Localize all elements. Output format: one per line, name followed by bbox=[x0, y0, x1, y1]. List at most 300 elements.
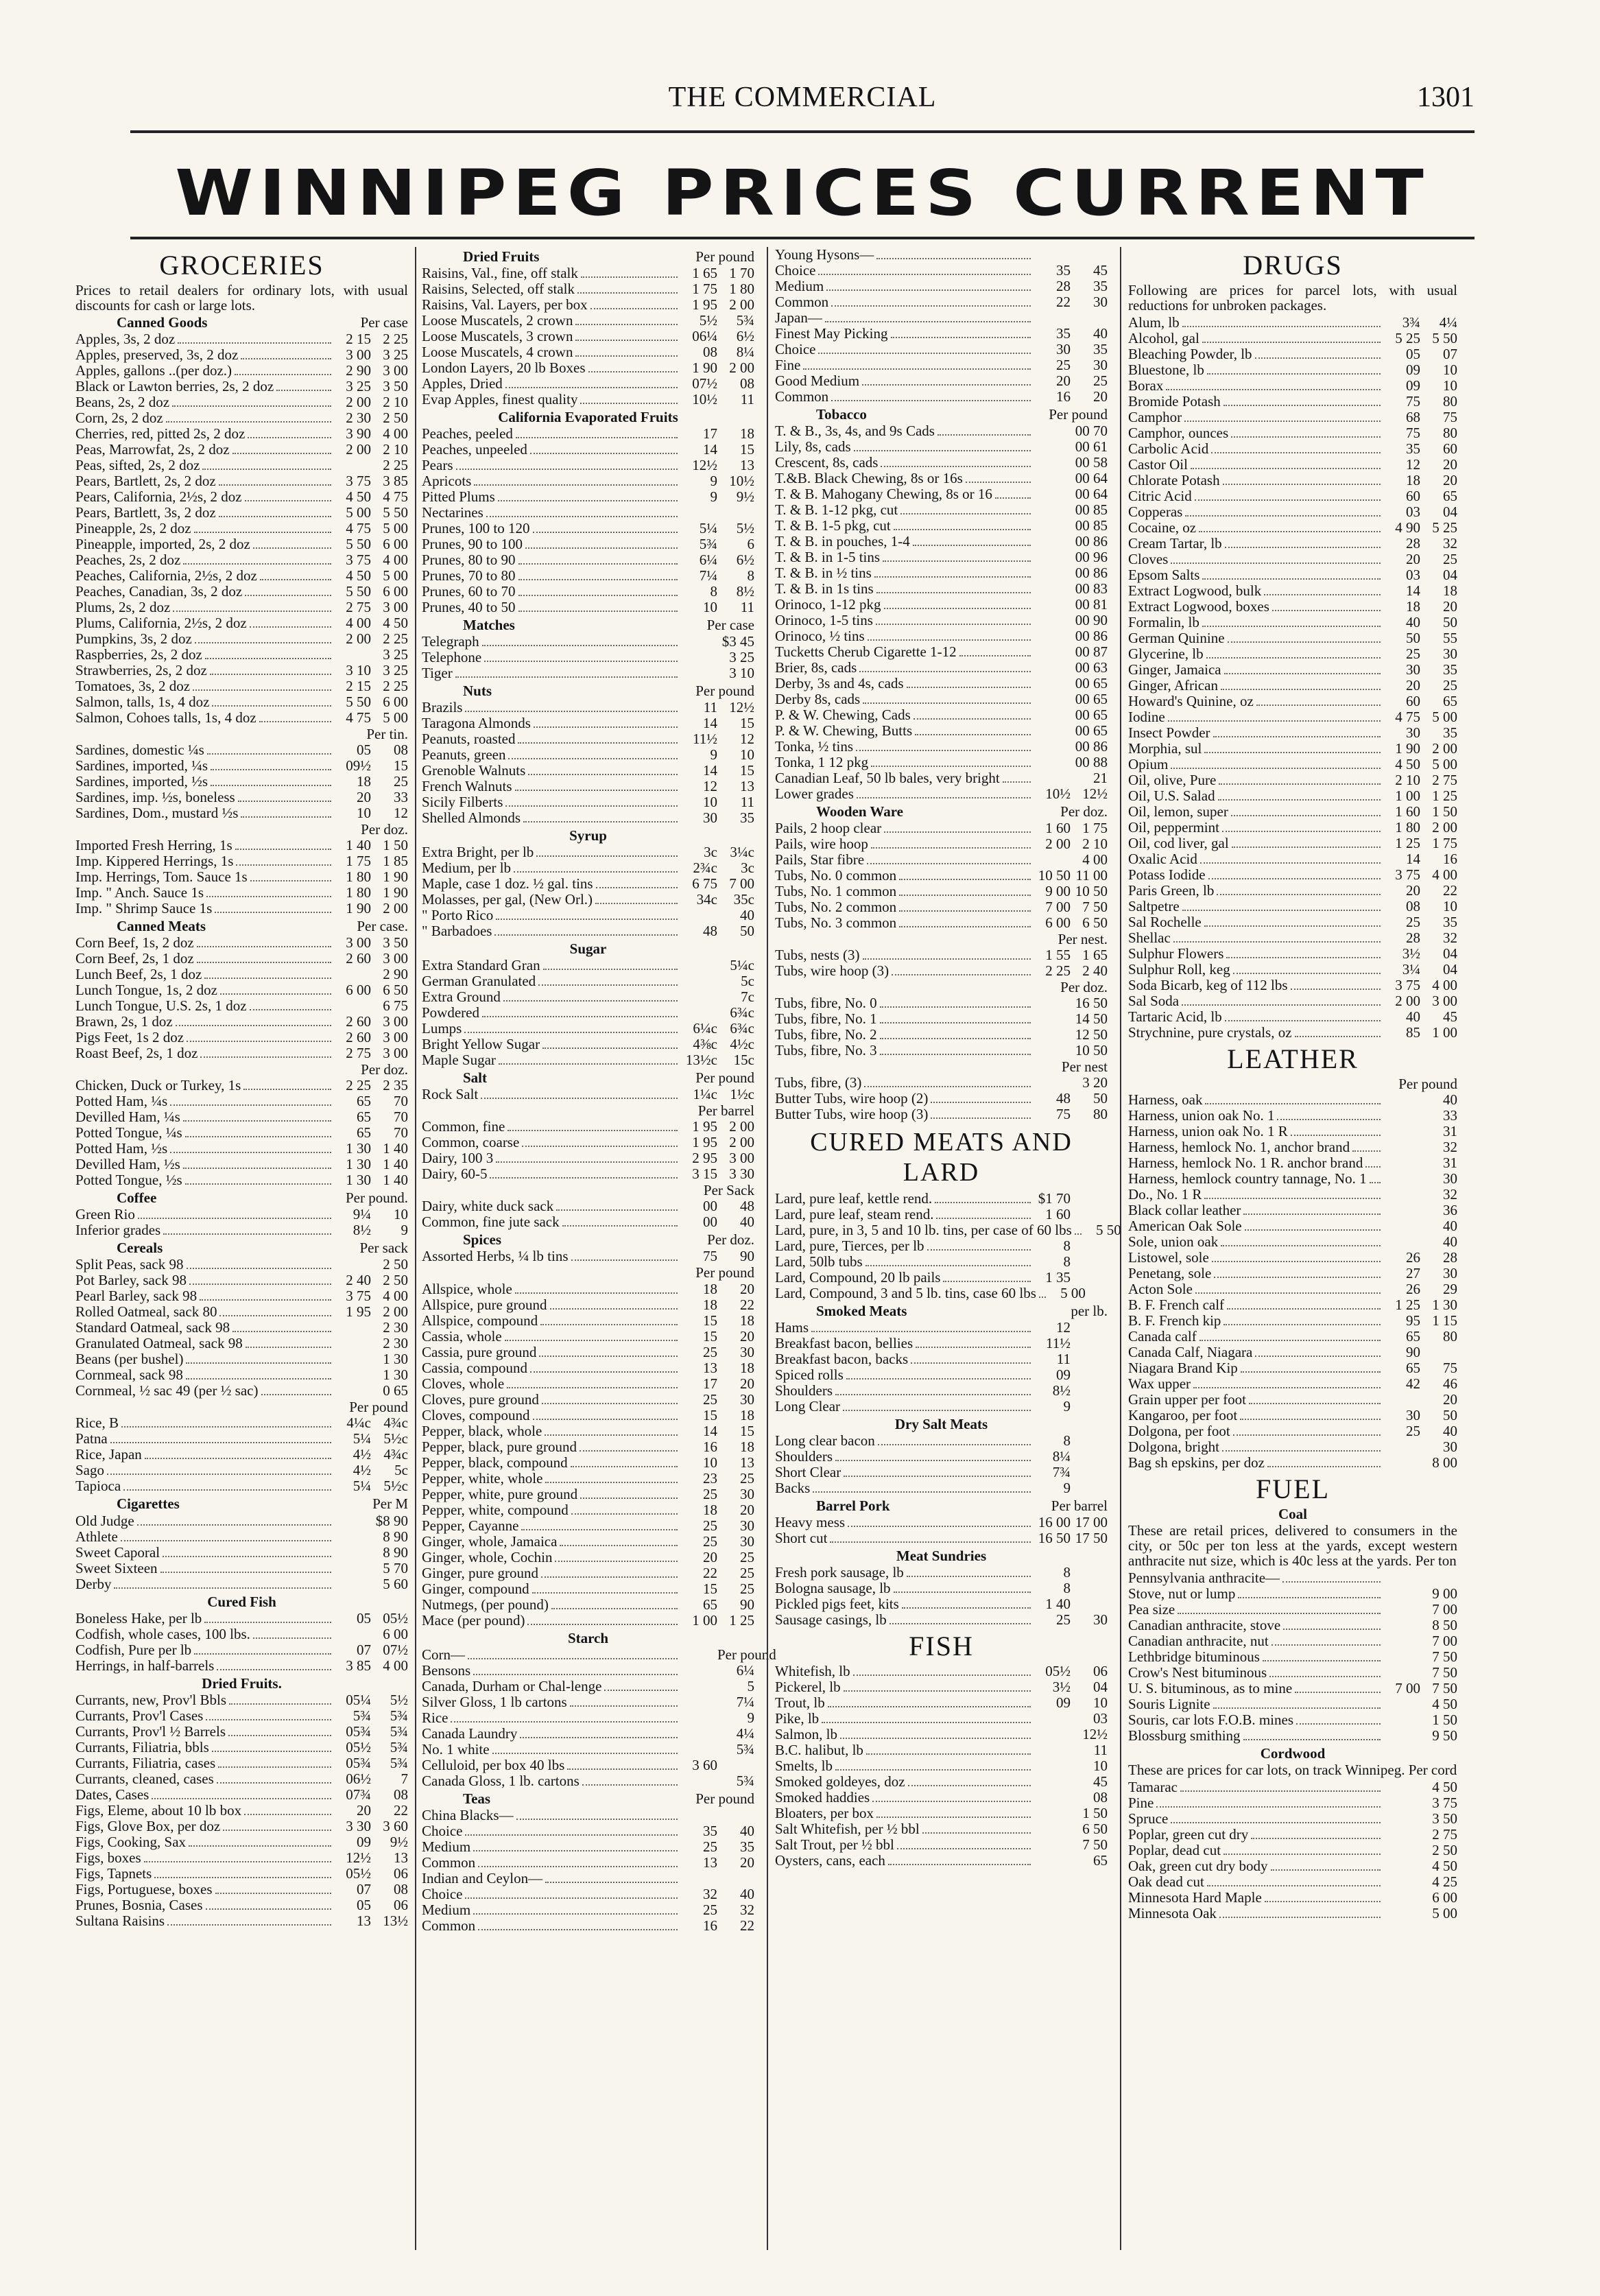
price-high: 00 64 bbox=[1075, 470, 1108, 487]
item-name: Salmon, lb bbox=[775, 1725, 838, 1742]
price-high: 2 50 bbox=[1432, 1842, 1457, 1859]
title-rule bbox=[130, 237, 1474, 239]
price-high: 4 00 bbox=[383, 1657, 408, 1674]
price-high: 2 00 bbox=[729, 1134, 754, 1151]
item-name: Spiced rolls bbox=[775, 1366, 844, 1383]
price-high: 00 86 bbox=[1075, 628, 1108, 645]
item-name: Imp. " Anch. Sauce 1s bbox=[75, 884, 204, 901]
section-heading: FISH bbox=[909, 1630, 974, 1661]
item-name: Cassia, compound bbox=[422, 1359, 527, 1376]
item-name: Split Peas, sack 98 bbox=[75, 1256, 184, 1273]
price-row bbox=[422, 1198, 754, 1214]
item-name: Howard's Quinine, oz bbox=[1128, 693, 1254, 710]
price-row bbox=[422, 584, 754, 600]
price-row bbox=[422, 1423, 754, 1439]
leader-dots bbox=[261, 1394, 332, 1395]
leader-dots bbox=[1204, 752, 1381, 753]
leader-dots bbox=[894, 1591, 1031, 1593]
price-high: 5 bbox=[747, 1677, 754, 1694]
price-low: 3c bbox=[704, 844, 717, 861]
price-low: 2 90 bbox=[346, 362, 371, 379]
price-row bbox=[422, 923, 754, 939]
price-row bbox=[1128, 1602, 1457, 1618]
price-row bbox=[422, 1518, 754, 1534]
leader-dots bbox=[238, 801, 331, 802]
item-name: Bright Yellow Sugar bbox=[422, 1036, 540, 1053]
price-row bbox=[75, 1897, 408, 1913]
price-row bbox=[1128, 709, 1457, 725]
price-row bbox=[75, 1708, 408, 1724]
price-low: 9¼ bbox=[353, 1206, 371, 1223]
price-high: 11 bbox=[1093, 1741, 1108, 1758]
item-name: Mace (per pound) bbox=[422, 1611, 525, 1629]
leader-dots bbox=[581, 276, 678, 278]
item-name: Plums, 2s, 2 doz bbox=[75, 599, 171, 616]
price-low: 3 90 bbox=[346, 425, 371, 442]
leader-dots bbox=[492, 1753, 678, 1754]
subsection-title: Matches bbox=[463, 617, 515, 634]
price-row bbox=[1128, 583, 1457, 599]
leader-dots bbox=[575, 340, 678, 341]
price-low: 20 bbox=[357, 1801, 371, 1819]
price-high: 36 bbox=[1443, 1202, 1457, 1219]
item-name: Apples, preserved, 3s, 2 doz bbox=[75, 346, 239, 364]
item-name: Pearl Barley, sack 98 bbox=[75, 1288, 198, 1305]
item-name: Souris Lignite bbox=[1128, 1696, 1210, 1713]
price-low: 05 bbox=[357, 1609, 371, 1626]
leader-dots bbox=[202, 469, 331, 470]
leader-dots bbox=[1243, 1214, 1381, 1215]
price-row bbox=[75, 615, 408, 631]
price-low: 65 bbox=[357, 1093, 371, 1110]
price-high: 10 bbox=[394, 1206, 408, 1223]
price-low: 05¾ bbox=[346, 1754, 371, 1771]
item-name: Strawberries, 2s, 2 doz bbox=[75, 662, 207, 679]
leader-dots bbox=[848, 1526, 1031, 1527]
unit-label: Per pound bbox=[1049, 406, 1108, 423]
price-row bbox=[1128, 1712, 1457, 1728]
price-high: 2 40 bbox=[1082, 962, 1108, 980]
price-high: 5 00 bbox=[383, 520, 408, 537]
price-high: 10 50 bbox=[1075, 1042, 1108, 1059]
price-high: 12 bbox=[394, 805, 408, 822]
price-row bbox=[422, 747, 754, 763]
price-high: 25 bbox=[1443, 551, 1457, 568]
price-low: 07 bbox=[357, 1641, 371, 1658]
price-high: 6½ bbox=[736, 328, 754, 345]
price-row bbox=[1128, 1570, 1457, 1586]
price-low: 1 65 bbox=[692, 265, 717, 282]
price-high: 3¼c bbox=[730, 844, 754, 861]
price-high: 20 bbox=[740, 1501, 754, 1518]
unit-label: Per pound bbox=[1398, 1076, 1457, 1093]
price-high: 4 00 bbox=[1432, 866, 1457, 884]
price-high: 1 30 bbox=[383, 1351, 408, 1368]
price-low: 17 bbox=[703, 1375, 717, 1392]
price-row bbox=[75, 1463, 408, 1478]
price-row bbox=[422, 1297, 754, 1313]
item-name: Pike, lb bbox=[775, 1709, 820, 1727]
price-row bbox=[75, 1626, 408, 1642]
leader-dots bbox=[856, 750, 1031, 751]
price-high: 48 bbox=[740, 1198, 754, 1215]
price-low: 48 bbox=[1056, 1090, 1071, 1107]
price-row bbox=[775, 1075, 1108, 1091]
price-row bbox=[422, 1166, 754, 1182]
item-name: Prunes, 40 to 50 bbox=[422, 599, 516, 616]
price-low: 1 80 bbox=[346, 884, 371, 901]
item-name: Cream Tartar, lb bbox=[1128, 535, 1222, 552]
leader-dots bbox=[1182, 1004, 1381, 1006]
price-row bbox=[775, 660, 1108, 676]
item-name: Tucketts Cherub Cigarette 1-12 bbox=[775, 643, 957, 661]
price-low: 5 00 bbox=[1060, 1284, 1086, 1301]
price-row bbox=[75, 1771, 408, 1787]
item-name: Whitefish, lb bbox=[775, 1662, 850, 1679]
price-low: 7¾ bbox=[1052, 1463, 1071, 1480]
item-name: Butter Tubs, wire hoop (3) bbox=[775, 1106, 929, 1123]
leader-dots bbox=[1212, 1261, 1381, 1262]
price-row bbox=[1128, 820, 1457, 836]
price-high: 1 70 bbox=[729, 265, 754, 282]
price-row bbox=[75, 951, 408, 967]
price-low: 05½ bbox=[346, 1738, 371, 1755]
item-name: Bologna sausage, lb bbox=[775, 1579, 891, 1596]
price-high: 3 00 bbox=[383, 950, 408, 967]
price-high: 08 bbox=[1093, 1788, 1108, 1806]
leader-dots bbox=[596, 887, 678, 888]
item-name: Cornmeal, ½ sac 49 (per ½ sac) bbox=[75, 1382, 259, 1399]
price-high: 35 bbox=[1443, 661, 1457, 678]
price-row bbox=[775, 963, 1108, 979]
unit-label: Per pound. bbox=[346, 1190, 408, 1207]
price-low: 1 00 bbox=[692, 1611, 717, 1629]
item-name: Hams bbox=[775, 1318, 809, 1336]
price-row bbox=[75, 678, 408, 694]
item-name: Nutmegs, (per pound) bbox=[422, 1596, 549, 1613]
price-high: 9 50 bbox=[1432, 1727, 1457, 1744]
leader-dots bbox=[571, 1513, 678, 1515]
price-row bbox=[1128, 1360, 1457, 1376]
price-row bbox=[75, 742, 408, 758]
leader-dots bbox=[844, 1690, 1031, 1692]
price-high: 50 bbox=[1443, 1407, 1457, 1424]
leader-dots bbox=[1213, 736, 1381, 737]
price-high: 90 bbox=[740, 1248, 754, 1265]
price-row bbox=[75, 331, 408, 347]
price-row bbox=[422, 763, 754, 779]
leader-dots bbox=[959, 655, 1031, 656]
price-row bbox=[1128, 394, 1457, 410]
price-low: 25 bbox=[1406, 914, 1420, 931]
price-row bbox=[422, 1694, 754, 1710]
price-row bbox=[1128, 978, 1457, 993]
price-high: 13 bbox=[394, 1849, 408, 1866]
leader-dots bbox=[545, 1434, 678, 1436]
item-name: Canada, Durham or Chal-lenge bbox=[422, 1677, 602, 1694]
price-low: 13½c bbox=[685, 1052, 717, 1069]
leader-dots bbox=[899, 926, 1031, 927]
unit-label: Per barrel bbox=[697, 1102, 754, 1120]
column-tobacco-meats-fish bbox=[775, 246, 1121, 2250]
price-low: 48 bbox=[703, 923, 717, 940]
item-name: Nectarines bbox=[422, 504, 483, 521]
price-row bbox=[422, 329, 754, 344]
price-row bbox=[75, 1724, 408, 1740]
price-row bbox=[1128, 410, 1457, 425]
item-name: Crow's Nest bituminous bbox=[1128, 1664, 1267, 1681]
price-row bbox=[775, 755, 1108, 770]
price-low: 07 bbox=[357, 1880, 371, 1897]
subsection-title: Canned Goods bbox=[117, 314, 208, 331]
price-high: 13½ bbox=[383, 1912, 408, 1929]
price-high: 2 00 bbox=[729, 359, 754, 377]
leader-dots bbox=[172, 405, 331, 407]
item-name: Currants, Filiatria, cases bbox=[75, 1754, 216, 1771]
item-name: Dolgona, per foot bbox=[1128, 1423, 1230, 1440]
price-low: 8 bbox=[1063, 1563, 1071, 1581]
leader-dots bbox=[1245, 1229, 1381, 1231]
leader-dots bbox=[530, 1371, 678, 1373]
item-name: Cloves, pure ground bbox=[422, 1390, 539, 1408]
price-row bbox=[775, 1207, 1108, 1222]
price-row bbox=[1128, 441, 1457, 457]
item-name: Tubs, fibre, No. 3 bbox=[775, 1042, 877, 1059]
price-high: 17 50 bbox=[1075, 1529, 1108, 1546]
price-row bbox=[75, 1529, 408, 1545]
price-row bbox=[422, 1037, 754, 1052]
item-name: Harness, hemlock No. 1 R. anchor brand bbox=[1128, 1155, 1363, 1172]
price-row bbox=[1128, 1408, 1457, 1423]
item-name: Sweet Caporal bbox=[75, 1543, 160, 1561]
leader-dots bbox=[1269, 1676, 1381, 1677]
price-high: 7c bbox=[741, 989, 754, 1006]
item-name: Sausage casings, lb bbox=[775, 1611, 887, 1628]
leader-dots bbox=[803, 368, 1031, 370]
item-name: Tapioca bbox=[75, 1478, 121, 1495]
leader-dots bbox=[235, 374, 331, 375]
leader-dots bbox=[215, 912, 331, 913]
subsection-title: Barrel Pork bbox=[816, 1497, 890, 1514]
item-name: Peaches, peeled bbox=[422, 425, 513, 442]
item-name: Wax upper bbox=[1128, 1375, 1191, 1393]
price-row bbox=[775, 1679, 1108, 1695]
leader-dots bbox=[518, 611, 678, 612]
item-name: Roast Beef, 2s, 1 doz bbox=[75, 1045, 198, 1062]
price-high: 1 40 bbox=[383, 1156, 408, 1173]
leader-dots bbox=[538, 984, 678, 986]
price-high: 6 50 bbox=[1082, 914, 1108, 932]
leader-dots bbox=[1202, 626, 1381, 627]
item-name: Pears, California, 2½s, 2 doz bbox=[75, 488, 242, 506]
leader-dots bbox=[1218, 799, 1381, 801]
price-high: $8 90 bbox=[375, 1512, 408, 1529]
price-low: 4 75 bbox=[346, 709, 371, 726]
price-low: 3¼ bbox=[1402, 961, 1420, 978]
price-row bbox=[775, 597, 1108, 613]
price-row bbox=[1128, 1376, 1457, 1392]
leader-dots bbox=[588, 371, 678, 372]
price-low: 95 bbox=[1406, 1312, 1420, 1329]
price-high: 08 bbox=[394, 1786, 408, 1803]
item-name: Sago bbox=[75, 1462, 104, 1479]
price-row bbox=[422, 650, 754, 665]
item-name: Cloves, compound bbox=[422, 1406, 530, 1423]
price-high: 00 86 bbox=[1075, 565, 1108, 582]
price-row bbox=[75, 631, 408, 647]
item-name: T. & B. in ½ tins bbox=[775, 565, 872, 582]
leader-dots bbox=[206, 896, 331, 897]
price-low: 6 00 bbox=[1045, 914, 1071, 932]
leader-dots bbox=[567, 1768, 678, 1770]
price-low: 5 00 bbox=[346, 504, 371, 521]
price-low: 5 50 bbox=[346, 694, 371, 711]
price-row bbox=[775, 549, 1108, 565]
item-name: Morphia, sul bbox=[1128, 740, 1202, 757]
price-low: 1 30 bbox=[346, 1156, 371, 1173]
item-name: Medium bbox=[422, 1901, 471, 1918]
leader-dots bbox=[580, 403, 678, 404]
price-row bbox=[1128, 1281, 1457, 1297]
price-row bbox=[775, 723, 1108, 739]
item-name: Lard, 50lb tubs bbox=[775, 1253, 863, 1270]
price-high: 5c bbox=[741, 973, 754, 990]
item-name: Patna bbox=[75, 1430, 108, 1447]
price-low: 30 bbox=[1406, 724, 1420, 742]
leader-dots bbox=[866, 1753, 1031, 1755]
subsection-heading bbox=[775, 1303, 1108, 1318]
price-row bbox=[75, 935, 408, 951]
price-high: 1 50 bbox=[1432, 1712, 1457, 1729]
price-row bbox=[422, 1808, 754, 1823]
price-high: 3 25 bbox=[729, 649, 754, 666]
subsection-title: Canned Meats bbox=[117, 918, 206, 935]
item-name: Imp. " Shrimp Sauce 1s bbox=[75, 900, 213, 917]
price-high: 1 40 bbox=[383, 1172, 408, 1189]
leader-dots bbox=[521, 1529, 678, 1530]
price-high: 12 bbox=[740, 731, 754, 748]
leader-dots bbox=[260, 579, 331, 580]
item-name: Assorted Herbs, ¼ lb tins bbox=[422, 1248, 569, 1265]
price-row bbox=[1128, 1124, 1457, 1139]
price-low: 1 95 bbox=[692, 1118, 717, 1135]
leader-dots bbox=[473, 1913, 678, 1915]
leader-dots bbox=[246, 1347, 331, 1348]
item-name: Iodine bbox=[1128, 709, 1165, 726]
price-high: 4 00 bbox=[1432, 977, 1457, 994]
item-name: Tubs, No. 0 common bbox=[775, 867, 897, 884]
price-row bbox=[775, 1027, 1108, 1043]
price-low: 5 50 bbox=[346, 583, 371, 600]
unit-label: Per sack bbox=[359, 1240, 408, 1257]
price-row bbox=[775, 373, 1108, 389]
price-row bbox=[775, 707, 1108, 723]
leader-dots bbox=[931, 1117, 1031, 1119]
section-note: These are prices for car lots, on track Winnipeg. Per cord bbox=[1128, 1762, 1457, 1779]
price-row bbox=[1128, 520, 1457, 536]
price-row bbox=[422, 1471, 754, 1487]
price-row bbox=[775, 1596, 1108, 1612]
leader-dots bbox=[473, 1850, 678, 1851]
leader-dots bbox=[570, 1705, 678, 1707]
leader-dots bbox=[902, 1607, 1031, 1609]
price-low: 20 bbox=[1406, 882, 1420, 899]
leader-dots bbox=[835, 1769, 1031, 1771]
price-row bbox=[1128, 1313, 1457, 1329]
leader-dots bbox=[1271, 1644, 1381, 1646]
price-low: 10 50 bbox=[1038, 867, 1071, 884]
price-low: 1¼c bbox=[693, 1086, 717, 1103]
leader-dots bbox=[217, 1669, 331, 1670]
item-name: Derby 8s, cads bbox=[775, 691, 861, 708]
item-name: Salmon, talls, 1s, 4 doz bbox=[75, 694, 210, 711]
price-high: 3 25 bbox=[383, 662, 408, 679]
price-low: 11 bbox=[703, 699, 717, 716]
price-low: 3 25 bbox=[346, 378, 371, 395]
leader-dots bbox=[604, 1690, 678, 1691]
price-low: 5¼ bbox=[353, 1430, 371, 1447]
leader-dots bbox=[527, 1624, 678, 1625]
item-name: Saltpetre bbox=[1128, 898, 1180, 915]
price-high: 11 00 bbox=[1075, 867, 1108, 884]
price-high: 9½ bbox=[736, 488, 754, 506]
item-name: German Quinine bbox=[1128, 630, 1225, 647]
price-high: 30 bbox=[1443, 646, 1457, 663]
leader-dots bbox=[914, 718, 1031, 720]
leader-dots bbox=[229, 1703, 331, 1705]
item-name: Copperas bbox=[1128, 504, 1183, 521]
price-low: 09 bbox=[1406, 362, 1420, 379]
price-low: 26 bbox=[1406, 1281, 1420, 1298]
price-row bbox=[1128, 378, 1457, 394]
price-row bbox=[422, 1005, 754, 1021]
price-row bbox=[422, 536, 754, 552]
price-row bbox=[1128, 646, 1457, 662]
price-row bbox=[422, 1534, 754, 1550]
price-low: 28 bbox=[1406, 930, 1420, 947]
section-note: These are retail prices, delivered to consumers in the city, or 50c per ton less at the yards, except western anthracite nut size, which is 40c less at the yards. Per ton bbox=[1128, 1522, 1457, 1570]
leader-dots bbox=[219, 1315, 331, 1316]
price-low: 08 bbox=[1406, 898, 1420, 915]
leader-dots bbox=[219, 516, 331, 517]
leader-dots bbox=[843, 1410, 1031, 1411]
item-name: B. F. French kip bbox=[1128, 1312, 1221, 1329]
price-high: 80 bbox=[1443, 393, 1457, 410]
price-high: 20 bbox=[740, 1854, 754, 1871]
price-low: 6¼c bbox=[693, 1020, 717, 1037]
price-high: 08 bbox=[394, 1880, 408, 1897]
item-name: Peaches, unpeeled bbox=[422, 441, 527, 458]
price-high: 8 bbox=[747, 567, 754, 584]
leader-dots bbox=[931, 1102, 1031, 1103]
price-row bbox=[775, 947, 1108, 963]
item-name: T. & B. in 1s tins bbox=[775, 580, 874, 597]
leader-dots bbox=[183, 1120, 331, 1122]
item-name: Figs, Tapnets bbox=[75, 1865, 152, 1882]
price-low: 25 bbox=[1056, 1611, 1071, 1628]
price-low: 3 75 bbox=[1395, 866, 1420, 884]
price-high: 3 30 bbox=[729, 1165, 754, 1183]
price-low: 3 10 bbox=[346, 662, 371, 679]
price-low: 2 25 bbox=[346, 1077, 371, 1094]
price-row bbox=[1128, 678, 1457, 694]
leader-dots bbox=[853, 1674, 1031, 1676]
price-low: 20 bbox=[1056, 372, 1071, 389]
price-row bbox=[75, 1611, 408, 1626]
price-high: 14 50 bbox=[1075, 1010, 1108, 1028]
subsection-title: Meat Sundries bbox=[896, 1547, 987, 1564]
item-name: T. & B., 3s, 4s, and 9s Cads bbox=[775, 423, 935, 440]
